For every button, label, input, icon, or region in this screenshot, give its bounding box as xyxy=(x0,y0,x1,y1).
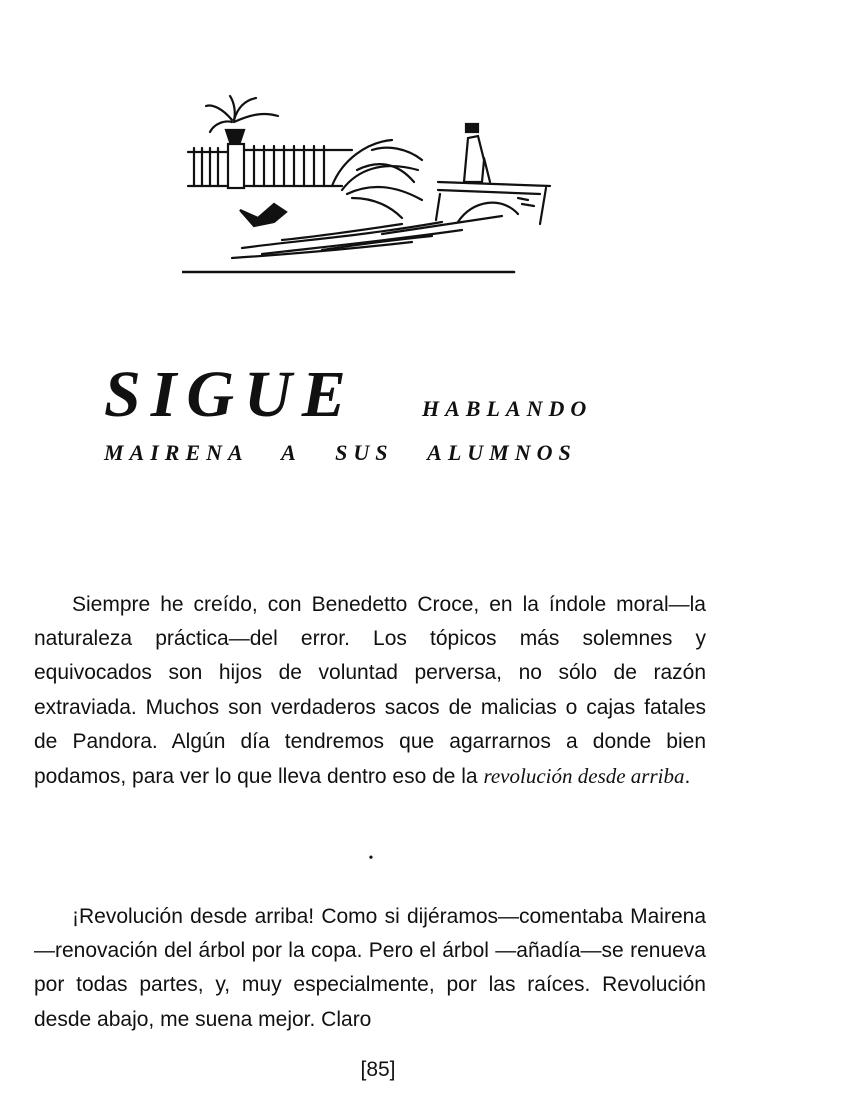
gate-pillar xyxy=(228,144,244,188)
section-separator: • xyxy=(368,851,374,866)
bush-icon xyxy=(332,140,422,218)
palm-urn-icon xyxy=(206,96,278,142)
paragraph-1-end: . xyxy=(684,765,691,789)
left-fence xyxy=(188,148,228,186)
title-main-word: SIGUE xyxy=(104,358,356,431)
garden-gate-man-bridge-illustration xyxy=(182,90,552,280)
paragraph-2 xyxy=(34,900,706,1037)
paragraph-1-text: Siempre he creído, con Benedetto Croce, en la índole moral—la naturaleza práctica—del error. Los tópicos más solemnes y equivocados son hijos de voluntad perversa, no sólo de razón extraviada. Muchos son verdaderos sacos de malicias o cajas fatales de Pandora. Algún día tendremos que agarrarnos a donde bien podamos, para ver lo que lleva dentro eso de la xyxy=(34,593,706,789)
page-number: [85] xyxy=(360,1058,396,1081)
man-with-cane-icon xyxy=(464,124,490,182)
bird-icon xyxy=(240,204,286,226)
paragraph-2-text: ¡Revolución desde arriba! Como si dijéramos—comentaba Mairena—renovación del árbol por la copa. Pero el árbol —añadía—se renueva por todas partes, y, muy especialmente, por las raíces. Revolución desde abajo, me suena mejor. Claro xyxy=(34,905,706,1031)
paragraph-1 xyxy=(34,588,706,794)
title-secondary-word: HABLANDO xyxy=(422,396,593,421)
title-second-line: MAIRENA A SUS ALUMNOS xyxy=(104,440,577,465)
paragraph-1-italic: revolución desde arriba xyxy=(483,764,685,789)
